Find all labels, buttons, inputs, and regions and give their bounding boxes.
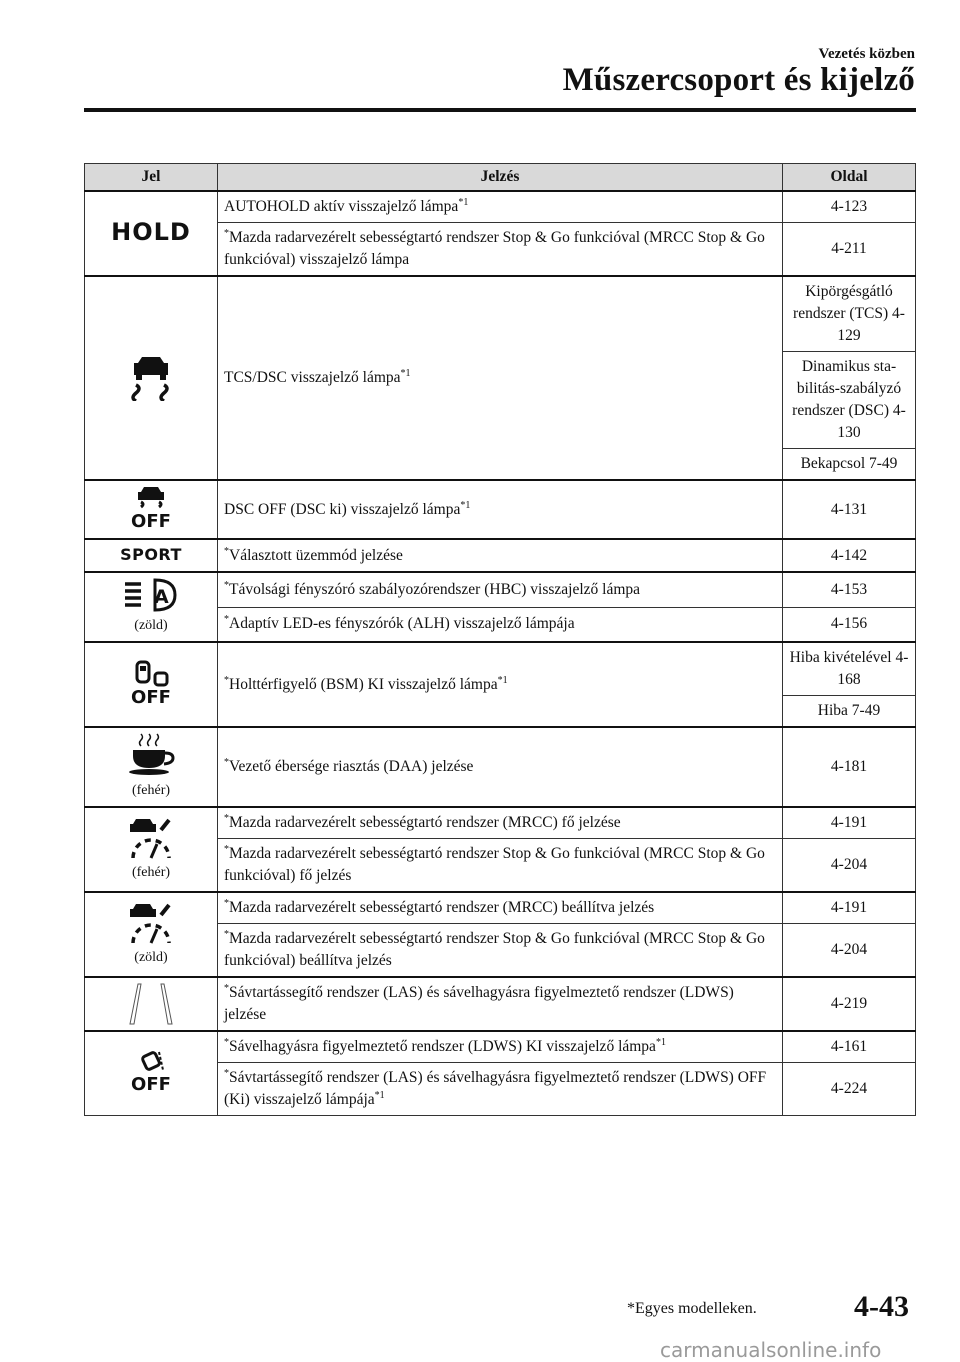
row-page: 4-156 bbox=[783, 607, 916, 642]
row-description: *Mazda radarvezérelt sebességtartó rendszer (MRCC) beállítva jelzés bbox=[218, 892, 783, 924]
row-description: *Választott üzemmód jelzése bbox=[218, 539, 783, 572]
svg-text:A: A bbox=[154, 586, 169, 608]
page-number: 4-43 bbox=[854, 1290, 909, 1323]
row-description: *Adaptív LED-es fényszórók (ALH) visszajelző lámpája bbox=[218, 607, 783, 642]
header-rule bbox=[84, 108, 916, 112]
row-description: TCS/DSC visszajelző lámpa$^{*1}$ bbox=[218, 276, 783, 480]
row-page: 4-181 bbox=[783, 727, 916, 807]
skidding-car-icon bbox=[126, 355, 176, 401]
car-icon bbox=[131, 485, 171, 511]
table-row bbox=[85, 642, 916, 696]
row-page: 4-161 bbox=[783, 1031, 916, 1063]
row-description: *Holttérfigyelő (BSM) KI visszajelző lámpa$^{*1}$ bbox=[218, 642, 783, 727]
tcs-dsc-icon bbox=[85, 276, 218, 480]
row-page: Bekapcsol 7-49 bbox=[783, 449, 916, 481]
row-page: 4-123 bbox=[783, 191, 916, 223]
row-page: 4-191 bbox=[783, 892, 916, 924]
row-description: *Sávtartássegítő rendszer (LAS) és sávelhagyásra figyelmeztető rendszer (LDWS) OFF (Ki) visszajelző lámpája$^{*1}$ bbox=[218, 1063, 783, 1116]
column-header-jelzes: Jelzés bbox=[218, 164, 783, 192]
coffee-cup-icon bbox=[125, 732, 177, 778]
headlight-a-icon bbox=[121, 577, 181, 613]
table-row bbox=[85, 480, 916, 539]
blind-spot-car-icon bbox=[123, 659, 179, 687]
section-subtitle: Vezetés közben bbox=[818, 46, 915, 62]
driver-attention-icon: (fehér) bbox=[85, 727, 218, 807]
row-page: 4-211 bbox=[783, 223, 916, 277]
table-row bbox=[85, 1031, 916, 1063]
lane-lines-icon bbox=[85, 977, 218, 1031]
table-row bbox=[85, 539, 916, 572]
bsm-off-icon: OFF bbox=[85, 642, 218, 727]
sport-mode-icon: SPORT bbox=[85, 539, 218, 572]
table-row bbox=[85, 892, 916, 924]
indicator-table bbox=[84, 163, 916, 1116]
row-description: *Mazda radarvezérelt sebességtartó rendszer Stop & Go funkcióval (MRCC Stop & Go funkcióval) visszajelző lámpa bbox=[218, 223, 783, 277]
table-header-row bbox=[85, 164, 916, 192]
row-page: 4-142 bbox=[783, 539, 916, 572]
row-description: *Mazda radarvezérelt sebességtartó rendszer (MRCC) fő jelzése bbox=[218, 807, 783, 839]
row-page: 4-153 bbox=[783, 572, 916, 607]
table-row bbox=[85, 727, 916, 807]
column-header-oldal: Oldal bbox=[783, 164, 916, 192]
table-row bbox=[85, 807, 916, 839]
dsc-off-icon: OFF bbox=[85, 480, 218, 539]
page-title: Műszercsoport és kijelző bbox=[562, 62, 915, 98]
row-description: DSC OFF (DSC ki) visszajelző lámpa$^{*1}$ bbox=[218, 480, 783, 539]
row-description: *Sávelhagyásra figyelmeztető rendszer (LDWS) KI visszajelző lámpa$^{*1}$ bbox=[218, 1031, 783, 1063]
column-header-jel: Jel bbox=[85, 164, 218, 192]
row-description: *Mazda radarvezérelt sebességtartó rendszer Stop & Go funkcióval (MRCC Stop & Go funkcióval) fő jelzés bbox=[218, 839, 783, 893]
ldws-off-icon: OFF bbox=[85, 1031, 218, 1116]
lane-departure-icon bbox=[131, 1050, 171, 1074]
hold-icon: HOLD bbox=[85, 191, 218, 276]
row-page: 4-131 bbox=[783, 480, 916, 539]
row-description: *Sávtartássegítő rendszer (LAS) és sávelhagyásra figyelmeztető rendszer (LDWS) jelzése bbox=[218, 977, 783, 1031]
row-page: 4-204 bbox=[783, 924, 916, 978]
row-page: Hiba kivételével 4-168 bbox=[783, 642, 916, 696]
row-page: Hiba 7-49 bbox=[783, 696, 916, 728]
mrcc-main-icon: (fehér) bbox=[85, 807, 218, 892]
row-page: 4-224 bbox=[783, 1063, 916, 1116]
auto-high-beam-icon: A (zöld) bbox=[85, 572, 218, 642]
table-row bbox=[85, 191, 916, 223]
watermark: carmanualsonline.info bbox=[660, 1338, 882, 1362]
row-page: 4-204 bbox=[783, 839, 916, 893]
row-description: *Vezető ébersége riasztás (DAA) jelzése bbox=[218, 727, 783, 807]
row-page: 4-191 bbox=[783, 807, 916, 839]
row-description: *Távolsági fényszóró szabályozórendszer (HBC) visszajelző lámpa bbox=[218, 572, 783, 607]
table-row bbox=[85, 276, 916, 352]
radar-cruise-icon bbox=[123, 816, 179, 860]
row-page: Kipörgésgátló rendszer (TCS) 4-129 bbox=[783, 276, 916, 352]
row-description: AUTOHOLD aktív visszajelző lámpa$^{*1}$ bbox=[218, 191, 783, 223]
table-row bbox=[85, 572, 916, 607]
mrcc-set-icon: (zöld) bbox=[85, 892, 218, 977]
row-page: 4-219 bbox=[783, 977, 916, 1031]
footnote: *Egyes modelleken. bbox=[627, 1300, 757, 1317]
row-description: *Mazda radarvezérelt sebességtartó rendszer Stop & Go funkcióval (MRCC Stop & Go funkcióval) beállítva jelzés bbox=[218, 924, 783, 978]
row-page: Dinamikus sta-bilitás-szabályzó rendszer (DSC) 4-130 bbox=[783, 352, 916, 449]
radar-cruise-icon bbox=[123, 901, 179, 945]
table-row bbox=[85, 977, 916, 1031]
lane-markings-icon bbox=[116, 982, 186, 1026]
